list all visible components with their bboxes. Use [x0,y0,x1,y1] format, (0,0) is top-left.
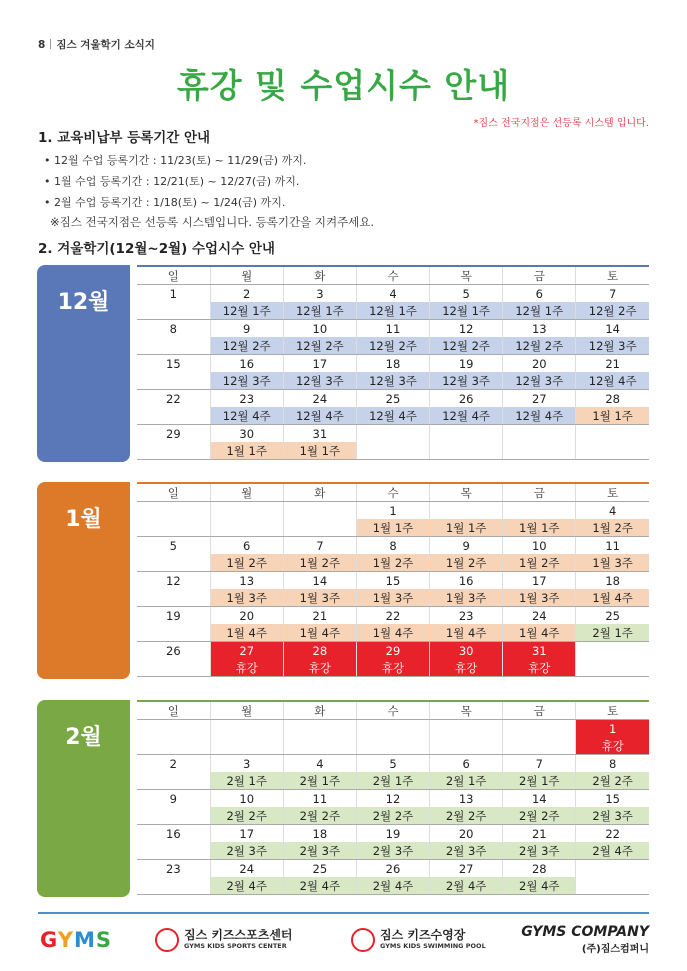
week-label-cell: 1월 4주 [283,624,356,642]
date-cell: 18 [283,825,356,843]
date-cell [137,720,210,738]
date-cell: 4 [283,755,356,773]
date-row [137,825,649,843]
week-label-cell: 1월 3주 [576,554,649,572]
section2-heading: 2. 겨울학기(12월~2월) 수업시수 안내 [38,241,275,257]
date-cell: 22 [576,825,649,843]
week-label-cell: 1월 3주 [210,589,283,607]
date-cell: 21 [283,607,356,625]
date-cell: 28 [283,642,356,660]
week-label-row [137,407,649,425]
week-label-row [137,302,649,320]
week-label-row [137,372,649,390]
week-label-cell: 1월 1주 [210,442,283,460]
weekday-header [137,266,649,285]
date-row [137,502,649,520]
date-cell: 1 [356,502,429,520]
date-cell: 6 [503,285,576,303]
weekday-label: 금 [503,701,576,720]
date-cell: 24 [210,860,283,878]
week-label-cell: 2월 4주 [576,842,649,860]
date-cell: 20 [430,825,503,843]
page-number: 8 [38,39,46,51]
weekday-header [137,701,649,720]
date-cell: 16 [210,355,283,373]
date-cell: 26 [430,390,503,408]
section1-heading: 1. 교육비납부 등록기간 안내 [38,130,211,146]
date-cell: 7 [503,755,576,773]
week-label-cell: 12월 2주 [503,337,576,355]
week-label-cell: 12월 1주 [283,302,356,320]
week-label-cell [283,519,356,537]
week-label-cell [137,842,210,860]
week-label-cell: 2월 3주 [356,842,429,860]
date-cell: 16 [137,825,210,843]
date-cell: 1 [137,285,210,303]
weekday-label: 월 [210,701,283,720]
weekday-label: 일 [137,483,210,502]
week-label-cell [356,737,429,755]
week-label-cell [576,442,649,460]
week-label-row [137,554,649,572]
date-row [137,390,649,408]
weekday-label: 토 [576,483,649,502]
newsletter-title: 짐스 겨울학기 소식지 [56,39,155,51]
date-cell: 11 [576,537,649,555]
week-label-cell [137,589,210,607]
week-label-cell [137,737,210,755]
date-cell: 28 [503,860,576,878]
date-cell: 13 [210,572,283,590]
weekday-label: 토 [576,266,649,285]
date-cell: 25 [576,607,649,625]
week-label-cell: 1월 4주 [576,589,649,607]
date-cell: 1 [576,720,649,738]
date-cell: 3 [283,285,356,303]
week-label-cell [137,302,210,320]
date-cell: 8 [576,755,649,773]
date-cell: 25 [356,390,429,408]
date-cell: 22 [137,390,210,408]
date-cell: 12 [356,790,429,808]
date-cell: 12 [137,572,210,590]
week-label-row [137,877,649,895]
week-label-cell: 1월 4주 [210,624,283,642]
weekday-label: 금 [503,483,576,502]
week-label-cell: 휴강 [283,659,356,677]
week-label-cell: 1월 2주 [356,554,429,572]
date-cell: 4 [576,502,649,520]
date-cell: 3 [210,755,283,773]
week-label-cell: 휴강 [210,659,283,677]
week-label-cell: 12월 4주 [430,407,503,425]
week-label-cell [430,737,503,755]
week-label-cell: 12월 4주 [283,407,356,425]
week-label-cell: 1월 3주 [430,589,503,607]
week-label-cell [210,519,283,537]
list-item: • 12월 수업 등록기간 : 11/23(토) ~ 11/29(금) 까지. [44,150,306,171]
week-label-cell: 2월 4주 [356,877,429,895]
date-cell [210,720,283,738]
weekday-label: 월 [210,266,283,285]
date-cell [503,425,576,443]
week-label-cell: 2월 3주 [210,842,283,860]
week-label-cell: 2월 2주 [283,807,356,825]
date-cell: 19 [356,825,429,843]
date-cell [430,502,503,520]
week-label-cell: 1월 1주 [430,519,503,537]
date-cell: 10 [283,320,356,338]
date-cell: 29 [356,642,429,660]
week-label-cell [356,442,429,460]
date-cell: 24 [503,607,576,625]
week-label-row [137,737,649,755]
date-cell: 2 [137,755,210,773]
date-row [137,355,649,373]
week-label-cell: 휴강 [503,659,576,677]
week-label-cell: 12월 1주 [356,302,429,320]
weekday-header [137,483,649,502]
date-cell: 14 [503,790,576,808]
week-label-row [137,589,649,607]
week-label-cell: 2월 2주 [576,772,649,790]
week-label-cell: 12월 3주 [576,337,649,355]
weekday-label: 화 [283,483,356,502]
week-label-cell: 2월 2주 [430,807,503,825]
week-label-row [137,624,649,642]
date-cell: 27 [210,642,283,660]
date-cell: 28 [576,390,649,408]
week-label-cell [137,877,210,895]
date-cell: 30 [430,642,503,660]
date-cell: 15 [137,355,210,373]
week-label-row [137,519,649,537]
week-label-cell: 12월 3주 [356,372,429,390]
date-cell: 12 [430,320,503,338]
date-cell: 24 [283,390,356,408]
week-label-cell: 휴강 [576,737,649,755]
swimming-pool-logo-icon [351,928,375,952]
date-cell [430,720,503,738]
week-label-cell: 1월 2주 [576,519,649,537]
date-row [137,537,649,555]
date-cell: 27 [430,860,503,878]
week-label-cell [430,442,503,460]
date-cell: 21 [576,355,649,373]
week-label-cell: 휴강 [430,659,503,677]
weekday-label: 목 [430,701,503,720]
week-label-cell: 2월 3주 [430,842,503,860]
date-cell: 29 [137,425,210,443]
weekday-label: 수 [356,483,429,502]
week-label-cell: 12월 4주 [356,407,429,425]
weekday-label: 일 [137,266,210,285]
week-label-cell: 2월 4주 [210,877,283,895]
date-cell [576,642,649,660]
week-label-cell: 1월 1주 [576,407,649,425]
month-label-february: 2월 [37,700,130,897]
date-cell: 11 [283,790,356,808]
week-label-cell [137,807,210,825]
week-label-cell [503,442,576,460]
date-cell: 22 [356,607,429,625]
week-label-cell: 12월 2주 [430,337,503,355]
weekday-label: 금 [503,266,576,285]
date-row [137,425,649,443]
week-label-cell: 2월 3주 [283,842,356,860]
week-label-row [137,842,649,860]
weekday-label: 일 [137,701,210,720]
calendar-january [137,482,649,677]
week-label-cell [137,659,210,677]
date-cell: 7 [576,285,649,303]
date-cell: 20 [503,355,576,373]
page-header [38,37,155,52]
week-label-cell: 12월 3주 [210,372,283,390]
week-label-cell: 1월 4주 [503,624,576,642]
date-cell: 14 [283,572,356,590]
weekday-label: 수 [356,701,429,720]
date-cell: 5 [356,755,429,773]
week-label-cell: 12월 2주 [210,337,283,355]
weekday-label: 토 [576,701,649,720]
week-label-cell [503,737,576,755]
date-cell: 9 [430,537,503,555]
date-cell: 27 [503,390,576,408]
week-label-cell: 12월 4주 [503,407,576,425]
week-label-cell: 12월 1주 [503,302,576,320]
week-label-cell: 1월 1주 [356,519,429,537]
page-title: 휴강 및 수업시수 안내 [176,66,511,105]
week-label-cell [137,624,210,642]
week-label-row [137,337,649,355]
week-label-row [137,659,649,677]
week-label-cell: 2월 4주 [283,877,356,895]
date-cell: 7 [283,537,356,555]
week-label-cell: 12월 4주 [210,407,283,425]
date-cell: 26 [356,860,429,878]
date-cell: 14 [576,320,649,338]
calendar-february [137,700,649,895]
calendar-december [137,265,649,460]
weekday-label: 목 [430,483,503,502]
week-label-cell: 2월 1주 [356,772,429,790]
date-row [137,790,649,808]
date-cell: 25 [283,860,356,878]
weekday-label: 화 [283,701,356,720]
week-label-cell: 2월 3주 [503,842,576,860]
week-label-cell: 12월 1주 [210,302,283,320]
week-label-cell: 12월 2주 [356,337,429,355]
week-label-cell: 1월 4주 [430,624,503,642]
week-label-cell [137,772,210,790]
date-cell: 13 [430,790,503,808]
date-cell: 5 [137,537,210,555]
week-label-cell: 12월 2주 [283,337,356,355]
date-cell: 13 [503,320,576,338]
date-cell [503,720,576,738]
date-cell [210,502,283,520]
week-label-cell [137,554,210,572]
date-cell: 2 [210,285,283,303]
week-label-cell: 12월 2주 [576,302,649,320]
date-cell [137,502,210,520]
date-cell: 15 [356,572,429,590]
week-label-cell: 1월 3주 [356,589,429,607]
date-row [137,285,649,303]
list-item: • 2월 수업 등록기간 : 1/18(토) ~ 1/24(금) 까지. [44,192,306,213]
date-cell: 23 [430,607,503,625]
date-cell: 18 [356,355,429,373]
date-cell: 31 [283,425,356,443]
weekday-label: 화 [283,266,356,285]
week-label-cell: 2월 4주 [430,877,503,895]
date-row [137,860,649,878]
date-cell: 8 [356,537,429,555]
date-row [137,607,649,625]
week-label-cell: 12월 3주 [503,372,576,390]
week-label-cell: 2월 2주 [210,807,283,825]
date-cell: 15 [576,790,649,808]
week-label-cell: 1월 2주 [430,554,503,572]
footer-divider [38,912,649,914]
date-cell: 17 [503,572,576,590]
week-label-cell [137,442,210,460]
date-cell: 17 [283,355,356,373]
date-cell: 19 [430,355,503,373]
week-label-cell: 2월 3주 [576,807,649,825]
date-row [137,642,649,660]
week-label-cell [576,877,649,895]
preregistration-note: *짐스 전국지점은 선등록 시스템 입니다. [473,118,649,129]
date-cell: 6 [210,537,283,555]
date-cell: 4 [356,285,429,303]
date-row [137,572,649,590]
week-label-cell: 12월 3주 [430,372,503,390]
week-label-cell [137,337,210,355]
date-cell: 23 [210,390,283,408]
week-label-cell: 1월 2주 [503,554,576,572]
weekday-label: 목 [430,266,503,285]
week-label-cell: 12월 1주 [430,302,503,320]
week-label-cell: 2월 2주 [356,807,429,825]
weekday-label: 월 [210,483,283,502]
date-cell: 31 [503,642,576,660]
list-item: • 1월 수업 등록기간 : 12/21(토) ~ 12/27(금) 까지. [44,171,306,192]
date-row [137,755,649,773]
week-label-cell: 2월 4주 [503,877,576,895]
date-cell: 9 [137,790,210,808]
week-label-cell: 1월 3주 [503,589,576,607]
week-label-cell [137,407,210,425]
week-label-cell: 12월 3주 [283,372,356,390]
week-label-cell: 1월 4주 [356,624,429,642]
date-cell [356,425,429,443]
week-label-row [137,772,649,790]
date-cell: 9 [210,320,283,338]
date-cell [356,720,429,738]
week-label-cell [283,737,356,755]
date-cell [503,502,576,520]
week-label-cell: 1월 2주 [210,554,283,572]
week-label-cell: 휴강 [356,659,429,677]
week-label-cell: 1월 2주 [283,554,356,572]
registration-note: ※짐스 전국지점은 선등록 시스템입니다. 등록기간을 지켜주세요. [50,215,375,229]
weekday-label: 수 [356,266,429,285]
week-label-cell: 1월 3주 [283,589,356,607]
date-cell: 19 [137,607,210,625]
date-cell: 20 [210,607,283,625]
date-cell: 6 [430,755,503,773]
week-label-cell: 1월 1주 [283,442,356,460]
week-label-cell: 1월 1주 [503,519,576,537]
week-label-cell: 12월 4주 [576,372,649,390]
date-cell: 5 [430,285,503,303]
week-label-cell [576,659,649,677]
week-label-cell [137,519,210,537]
date-cell: 30 [210,425,283,443]
date-cell: 11 [356,320,429,338]
week-label-cell: 2월 1주 [503,772,576,790]
date-cell [430,425,503,443]
week-label-cell: 2월 1주 [576,624,649,642]
date-cell [283,502,356,520]
date-cell [576,425,649,443]
company-name: GYMS COMPANY (주)짐스컴퍼니 [521,924,649,955]
date-cell: 8 [137,320,210,338]
date-cell: 21 [503,825,576,843]
date-cell [283,720,356,738]
week-label-cell: 2월 2주 [503,807,576,825]
date-row [137,320,649,338]
date-cell: 16 [430,572,503,590]
date-cell: 26 [137,642,210,660]
month-label-december: 12월 [37,265,130,462]
date-cell: 23 [137,860,210,878]
registration-list [44,150,306,213]
date-cell [576,860,649,878]
week-label-cell [210,737,283,755]
week-label-cell: 2월 1주 [430,772,503,790]
week-label-cell: 2월 1주 [210,772,283,790]
date-cell: 10 [503,537,576,555]
week-label-row [137,442,649,460]
week-label-row [137,807,649,825]
week-label-cell [137,372,210,390]
date-cell: 17 [210,825,283,843]
month-label-january: 1월 [37,482,130,679]
gyms-logo: GYMS [40,928,113,952]
date-cell: 18 [576,572,649,590]
sports-center-logo-icon [155,928,179,952]
date-row [137,720,649,738]
week-label-cell: 2월 1주 [283,772,356,790]
date-cell: 10 [210,790,283,808]
